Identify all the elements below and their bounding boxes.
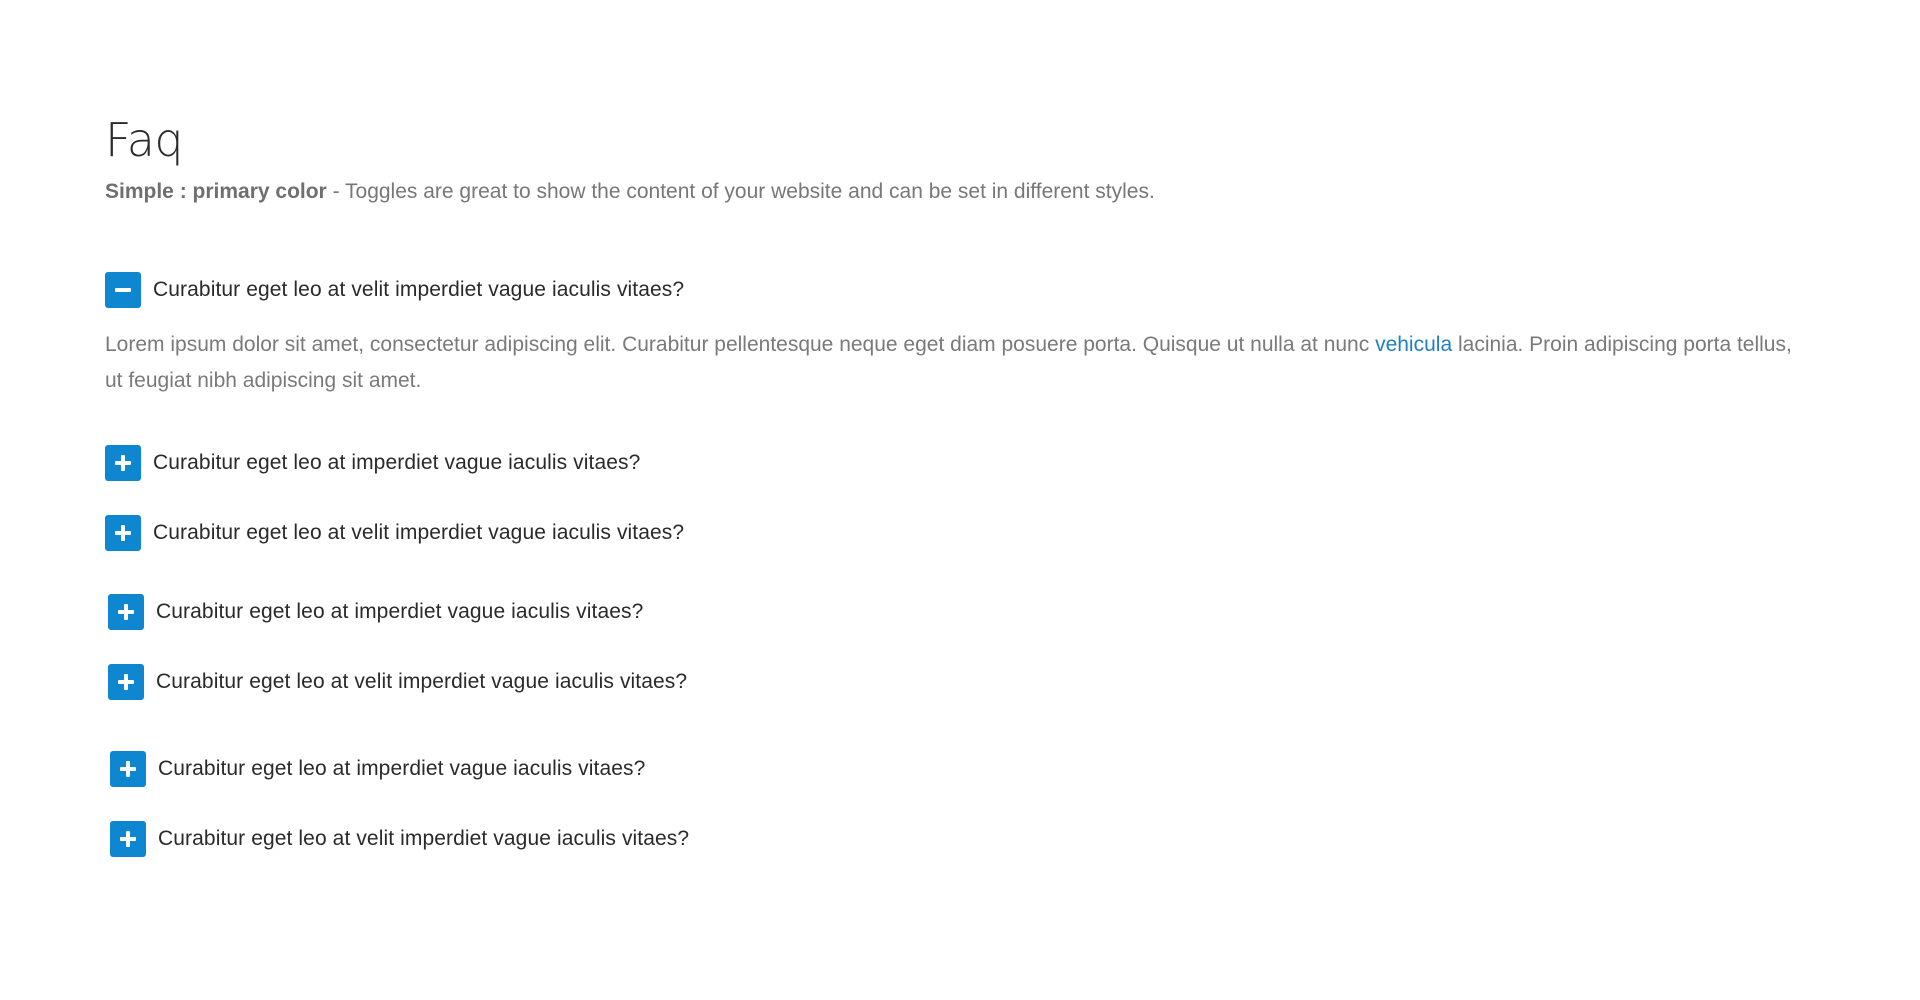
subtitle-strong: Simple : primary color — [105, 180, 327, 203]
plus-icon-bar-v — [121, 455, 125, 471]
faq-item-4[interactable] — [108, 594, 643, 630]
plus-icon[interactable] — [108, 594, 144, 630]
plus-icon[interactable] — [105, 515, 141, 551]
faq-question[interactable]: Curabitur eget leo at imperdiet vague iaculis vitaes? — [158, 757, 646, 780]
faq-question[interactable]: Curabitur eget leo at imperdiet vague iaculis vitaes? — [153, 451, 641, 474]
faq-question[interactable]: Curabitur eget leo at imperdiet vague iaculis vitaes? — [156, 600, 644, 623]
plus-icon-bar-v — [124, 604, 128, 620]
subtitle-text: - Toggles are great to show the content of your website and can be set in different styles. — [326, 180, 1155, 203]
plus-icon-bar-v — [121, 525, 125, 541]
plus-icon-bar-v — [126, 761, 130, 777]
plus-icon[interactable] — [110, 821, 146, 857]
faq-answer-text: Lorem ipsum dolor sit amet, consectetur adipiscing elit. Curabitur pellentesque neque eget diam posuere porta. Quisque ut nulla at nunc — [105, 333, 1376, 356]
faq-question[interactable]: Curabitur eget leo at velit imperdiet vague iaculis vitaes? — [156, 670, 688, 693]
faq-answer-link[interactable]: vehicula — [1375, 333, 1453, 356]
plus-icon[interactable] — [105, 445, 141, 481]
faq-item-2[interactable] — [105, 445, 640, 481]
page-title: Faq — [105, 113, 184, 167]
faq-question[interactable]: Curabitur eget leo at velit imperdiet vague iaculis vitaes? — [153, 521, 685, 544]
plus-icon-bar-v — [126, 831, 130, 847]
faq-answer-text-end: lacinia. Proin adipiscing porta tellus, ut feugiat nibh adipiscing sit amet. — [105, 333, 1792, 392]
plus-icon[interactable] — [110, 751, 146, 787]
faq-item-7[interactable] — [110, 821, 689, 857]
plus-icon-bar-v — [124, 674, 128, 690]
faq-item-6[interactable] — [110, 751, 645, 787]
faq-question[interactable]: Curabitur eget leo at velit imperdiet vague iaculis vitaes? — [153, 278, 685, 301]
minus-icon[interactable] — [105, 272, 141, 308]
faq-question[interactable]: Curabitur eget leo at velit imperdiet vague iaculis vitaes? — [158, 827, 690, 850]
minus-icon-bar — [115, 288, 131, 292]
faq-item-5[interactable] — [108, 664, 687, 700]
faq-answer — [105, 327, 1805, 399]
faq-item-1[interactable] — [105, 272, 684, 308]
page-subtitle — [105, 178, 1155, 206]
plus-icon[interactable] — [108, 664, 144, 700]
faq-item-3[interactable] — [105, 515, 684, 551]
